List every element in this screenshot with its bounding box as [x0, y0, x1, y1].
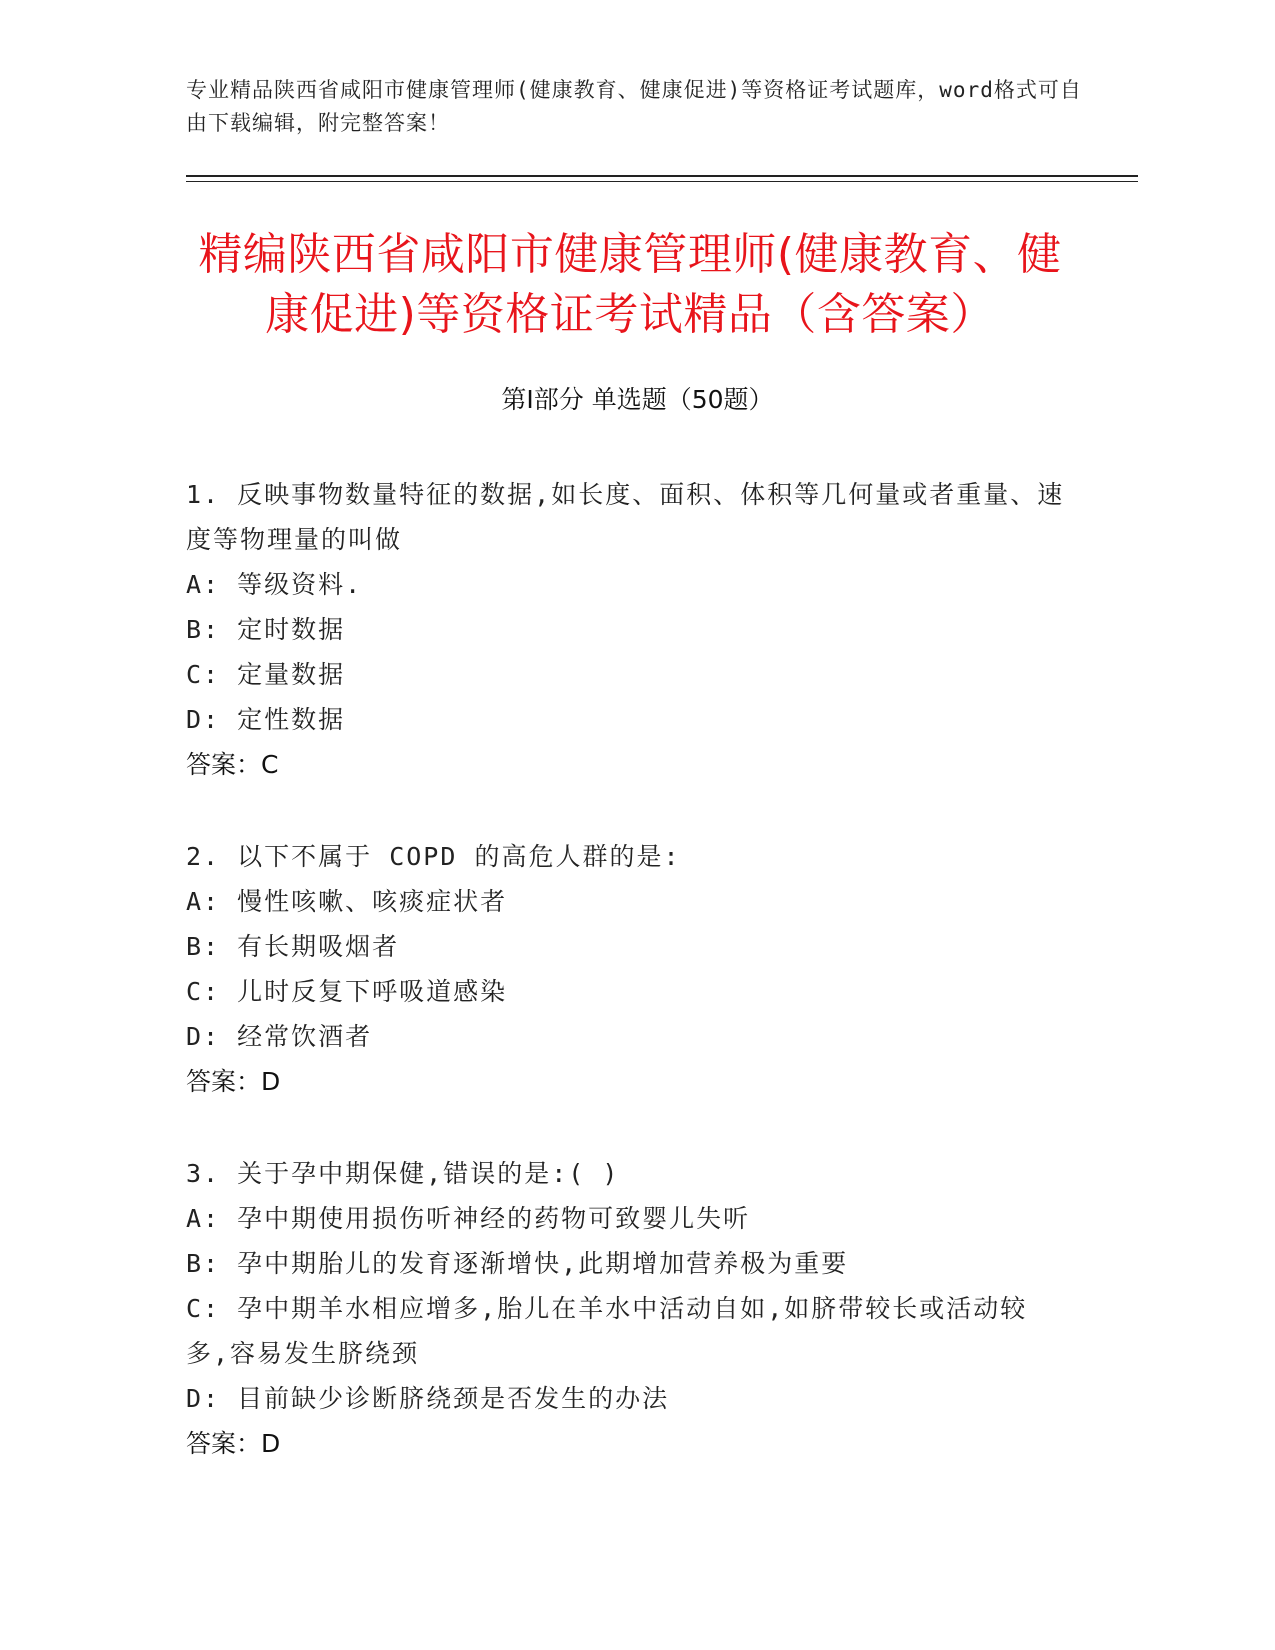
header-divider-top [186, 175, 1138, 177]
question-stem: 3. 关于孕中期保健,错误的是:( ) [186, 1159, 620, 1188]
option-a: A: 孕中期使用损伤听神经的药物可致婴儿失听 [186, 1204, 751, 1233]
option-c: C: 定量数据 [186, 660, 346, 689]
question-1 [186, 472, 1066, 787]
answer: 答案：C [186, 750, 279, 779]
option-b: B: 定时数据 [186, 615, 346, 644]
option-a: A: 等级资料. [186, 570, 363, 599]
option-d: D: 经常饮酒者 [186, 1022, 373, 1051]
header-divider-bottom [186, 181, 1138, 182]
option-c: C: 孕中期羊水相应增多,胎儿在羊水中活动自如,如脐带较长或活动较多,容易发生脐绕颈 [186, 1294, 1028, 1368]
option-b: B: 有长期吸烟者 [186, 932, 400, 961]
question-3 [186, 1151, 1066, 1466]
answer: 答案：D [186, 1067, 281, 1096]
question-stem: 2. 以下不属于 COPD 的高危人群的是: [186, 842, 681, 871]
answer: 答案：D [186, 1429, 281, 1458]
question-list [186, 472, 1066, 1513]
option-d: D: 目前缺少诊断脐绕颈是否发生的办法 [186, 1384, 670, 1413]
question-stem: 1. 反映事物数量特征的数据,如长度、面积、体积等几何量或者重量、速度等物理量的叫做 [186, 480, 1065, 554]
question-2 [186, 834, 1066, 1104]
section-heading: 第Ⅰ部分 单选题（50题） [501, 385, 774, 414]
option-b: B: 孕中期胎儿的发育逐渐增快,此期增加营养极为重要 [186, 1249, 849, 1278]
option-d: D: 定性数据 [186, 705, 346, 734]
header-note: 专业精品陕西省咸阳市健康管理师(健康教育、健康促进)等资格证考试题库，word格式可自由下载编辑，附完整答案！ [186, 78, 1082, 135]
option-c: C: 儿时反复下呼吸道感染 [186, 977, 508, 1006]
option-a: A: 慢性咳嗽、咳痰症状者 [186, 887, 508, 916]
document-title: 精编陕西省咸阳市健康管理师(健康教育、健康促进)等资格证考试精品（含答案） [198, 229, 1062, 340]
